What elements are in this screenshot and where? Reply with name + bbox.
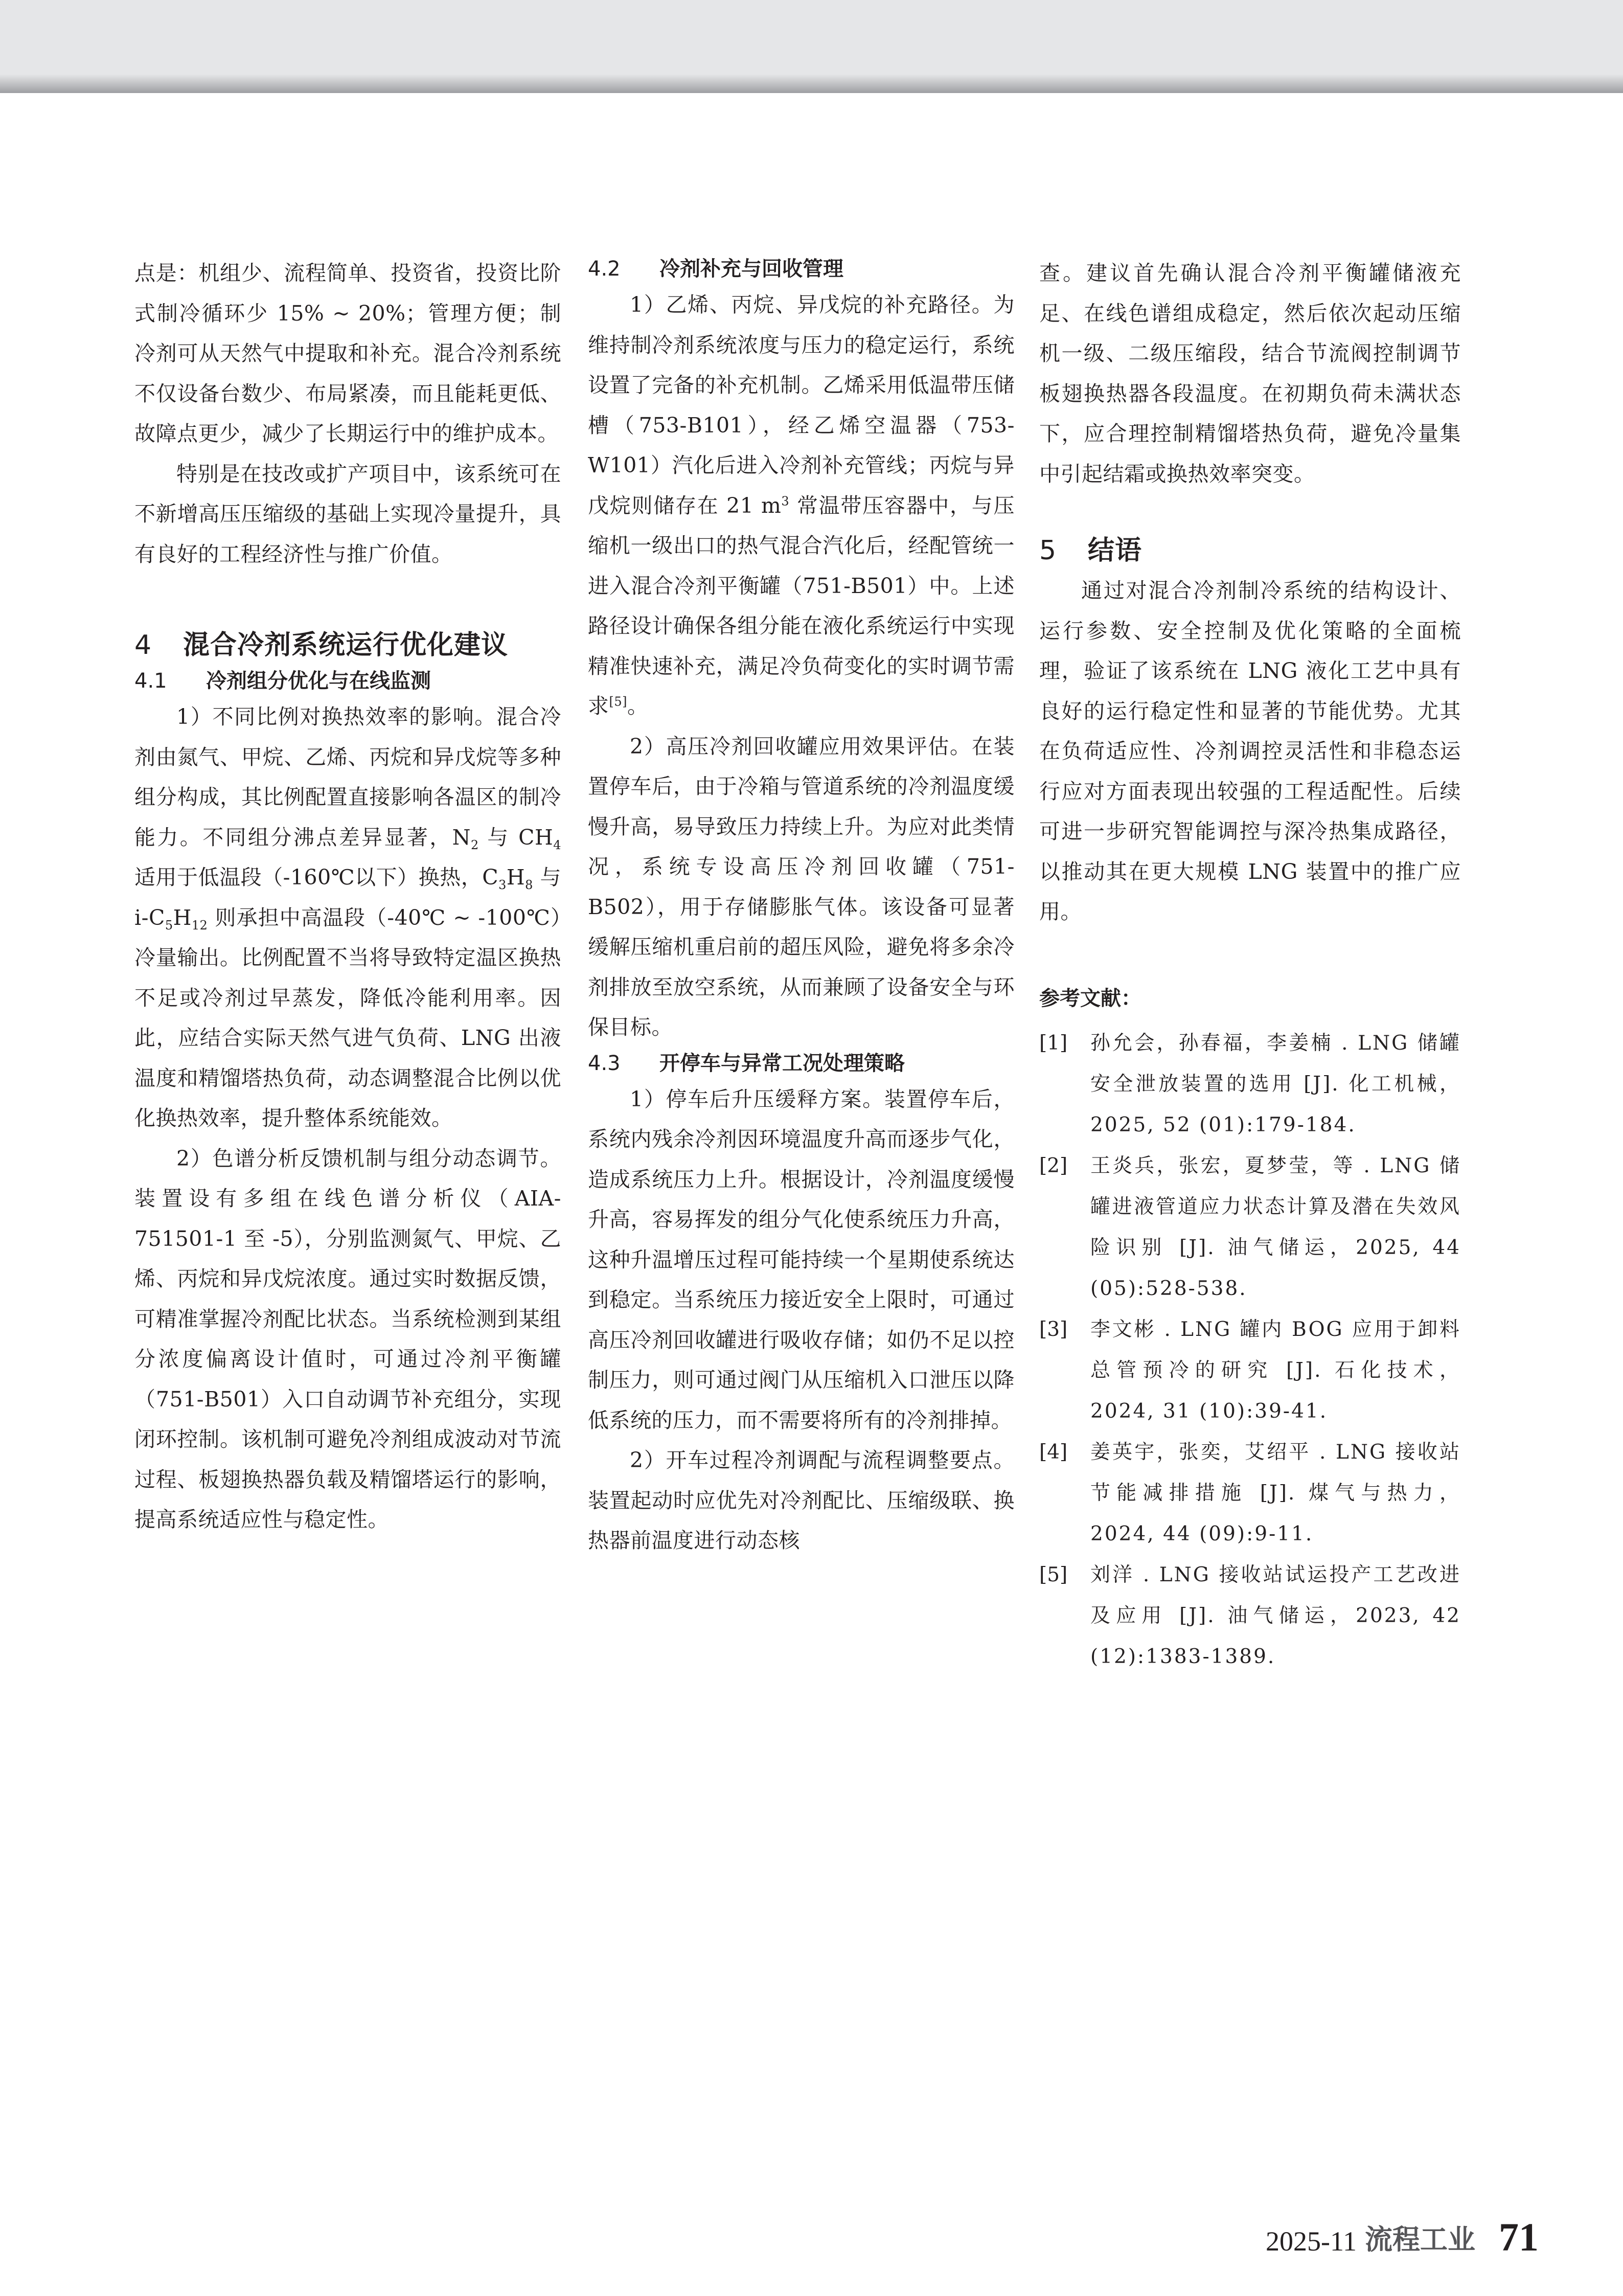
section-title: 混合冷剂系统运行优化建议 [183,630,509,661]
journal-name: 流程工业 [1365,2223,1475,2256]
section-title: 结语 [1088,535,1142,566]
subsection-title: 冷剂组分优化与在线监测 [206,669,431,693]
column-2 [588,253,1015,1561]
paragraph: 2）开车过程冷剂调配与流程调整要点。装置起动时应优先对冷剂配比、压缩级联、换热器前温度进行动态核 [588,1448,1015,1553]
page-number: 71 [1499,2215,1539,2259]
reference-item [1039,1309,1461,1432]
reference-item [1039,1555,1461,1677]
reference-item [1039,1432,1461,1555]
references-list [1039,1023,1461,1677]
paragraph: 2）高压冷剂回收罐应用效果评估。在装置停车后，由于冷箱与管道系统的冷剂温度缓慢升高，易导致压力持续上升。为应对此类情况，系统专设高压冷剂回收罐（751-B502），用于存储膨胀气体。该设备可显著缓解压缩机重启前的超压风险，避免将多余冷剂排放至放空系统，从而兼顾了设备安全与环保目标。 [588,734,1015,1039]
reference-number: [2] [1039,1154,1068,1177]
subsection-heading-4-1 [134,665,561,697]
references-heading: 参考文献： [1039,986,1141,1010]
reference-text: 刘洋 . LNG 接收站试运投产工艺改进及应用 [J]. 油气储运，2023, 42 (12):1383-1389. [1090,1563,1461,1668]
section-number: 5 [1039,535,1057,566]
section-heading-4 [134,625,561,665]
reference-number: [1] [1039,1031,1068,1055]
reference-text: 姜英宇，张奕，艾绍平 . LNG 接收站节能减排措施 [J]. 煤气与热力，2024, 44 (09):9-11. [1090,1440,1461,1545]
subsection-number: 4.3 [588,1051,621,1075]
reference-item [1039,1023,1461,1146]
section-number: 4 [134,630,152,661]
subsection-title: 开停车与异常工况处理策略 [659,1051,905,1075]
reference-text: 王炎兵，张宏，夏梦莹，等 . LNG 储罐进液管道应力状态计算及潜在失效风险识别 [J]. 油气储运，2025, 44 (05):528-538. [1090,1154,1461,1300]
page-footer [1232,2201,1539,2257]
page-top-band [0,0,1623,93]
subsection-heading-4-3 [588,1048,1015,1079]
reference-text: 孙允会，孙春福，李姜楠 . LNG 储罐安全泄放装置的选用 [J]. 化工机械，2025, 52 (01):179-184. [1090,1031,1461,1136]
citation-link[interactable]: [5] [609,694,627,709]
reference-number: [5] [1039,1563,1068,1586]
paragraph: 2）色谱分析反馈机制与组分动态调节。装置设有多组在线色谱分析仪（AIA-751501-1 至 -5），分别监测氮气、甲烷、乙烯、丙烷和异戊烷浓度。通过实时数据反馈，可精准掌握冷剂配比状态。当系统检测到某组分浓度偏离设计值时，可通过冷剂平衡罐（751-B501）入口自动调节补充组分，实现闭环控制。该机制可避免冷剂组成波动对节流过程、板翅换热器负载及精馏塔运行的影响，提高系统适应性与稳定性。 [134,1146,561,1532]
column-1 [134,253,561,1540]
paragraph: 查。建议首先确认混合冷剂平衡罐储液充足、在线色谱组成稳定，然后依次起动压缩机一级、二级压缩段，结合节流阀控制调节板翅换热器各段温度。在初期负荷未满状态下，应合理控制精馏塔热负荷，避免冷量集中引起结霜或换热效率突变。 [1039,261,1461,486]
reference-number: [4] [1039,1440,1068,1464]
paragraph: 1）乙烯、丙烷、异戊烷的补充路径。为维持制冷剂系统浓度与压力的稳定运行，系统设置了完备的补充机制。乙烯采用低温带压储槽（753-B101），经乙烯空温器（753-W101）汽化后进入冷剂补充管线；丙烷与异戊烷则储存在 21 $m^3$ 常温带压容器中，与压缩机一级出口的热气混合汽化后，经配管统一进入混合冷剂平衡罐（751-B501）中。上述路径设计确保各组分能在液化系统运行中实现精准快速补充，满足冷负荷变化的实时调节需求[5]。 [588,292,1015,718]
reference-item [1039,1146,1461,1309]
section-heading-5 [1039,531,1461,571]
reference-text: 李文彬 . LNG 罐内 BOG 应用于卸料总管预冷的研究 [J]. 石化技术，2024, 31 (10):39-41. [1090,1317,1461,1423]
subsection-number: 4.2 [588,257,621,281]
paragraph: 1）不同比例对换热效率的影响。混合冷剂由氮气、甲烷、乙烯、丙烷和异戊烷等多种组分构成，其比例配置直接影响各温区的制冷能力。不同组分沸点差异显著，$N_2$ 与 $CH_4$ 适用于低温段（-160℃以下）换热，$C_3H_8$ 与 $i-C_5H_{12}$ 则承担中高温段（-40℃ ~ -100℃）冷量输出。比例配置不当将导致特定温区换热不足或冷剂过早蒸发，降低冷能利用率。因此，应结合实际天然气进气负荷、LNG 出液温度和精馏塔热负荷，动态调整混合比例以优化换热效率，提升整体系统能效。 [134,704,561,1130]
paragraph: 1）停车后升压缓释方案。装置停车后，系统内残余冷剂因环境温度升高而逐步气化，造成系统压力上升。根据设计，冷剂温度缓慢升高，容易挥发的组分气化使系统压力升高，这种升温增压过程可能持续一个星期使系统达到稳定。当系统压力接近安全上限时，可通过高压冷剂回收罐进行吸收存储；如仍不足以控制压力，则可通过阀门从压缩机入口泄压以降低系统的压力，而不需要将所有的冷剂排掉。 [588,1086,1015,1433]
column-3 [1039,253,1461,1677]
paragraph: 特别是在技改或扩产项目中，该系统可在不新增高压压缩级的基础上实现冷量提升，具有良好的工程经济性与推广价值。 [134,461,561,566]
subsection-heading-4-2 [588,253,1015,285]
reference-number: [3] [1039,1317,1068,1341]
issue-date: 2025-11 [1266,2226,1357,2257]
subsection-number: 4.1 [134,669,167,693]
paragraph: 点是：机组少、流程简单、投资省，投资比阶式制冷循环少 15% ~ 20%；管理方便；制冷剂可从天然气中提取和补充。混合冷剂系统不仅设备台数少、布局紧凑，而且能耗更低、故障点更少，减少了长期运行中的维护成本。 [134,261,561,446]
paragraph: 通过对混合冷剂制冷系统的结构设计、运行参数、安全控制及优化策略的全面梳理，验证了该系统在 LNG 液化工艺中具有良好的运行稳定性和显著的节能优势。尤其在负荷适应性、冷剂调控灵活性和非稳态运行应对方面表现出较强的工程适配性。后续可进一步研究智能调控与深冷热集成路径，以推动其在更大规模 LNG 装置中的推广应用。 [1039,578,1461,924]
subsection-title: 冷剂补充与回收管理 [659,257,843,281]
